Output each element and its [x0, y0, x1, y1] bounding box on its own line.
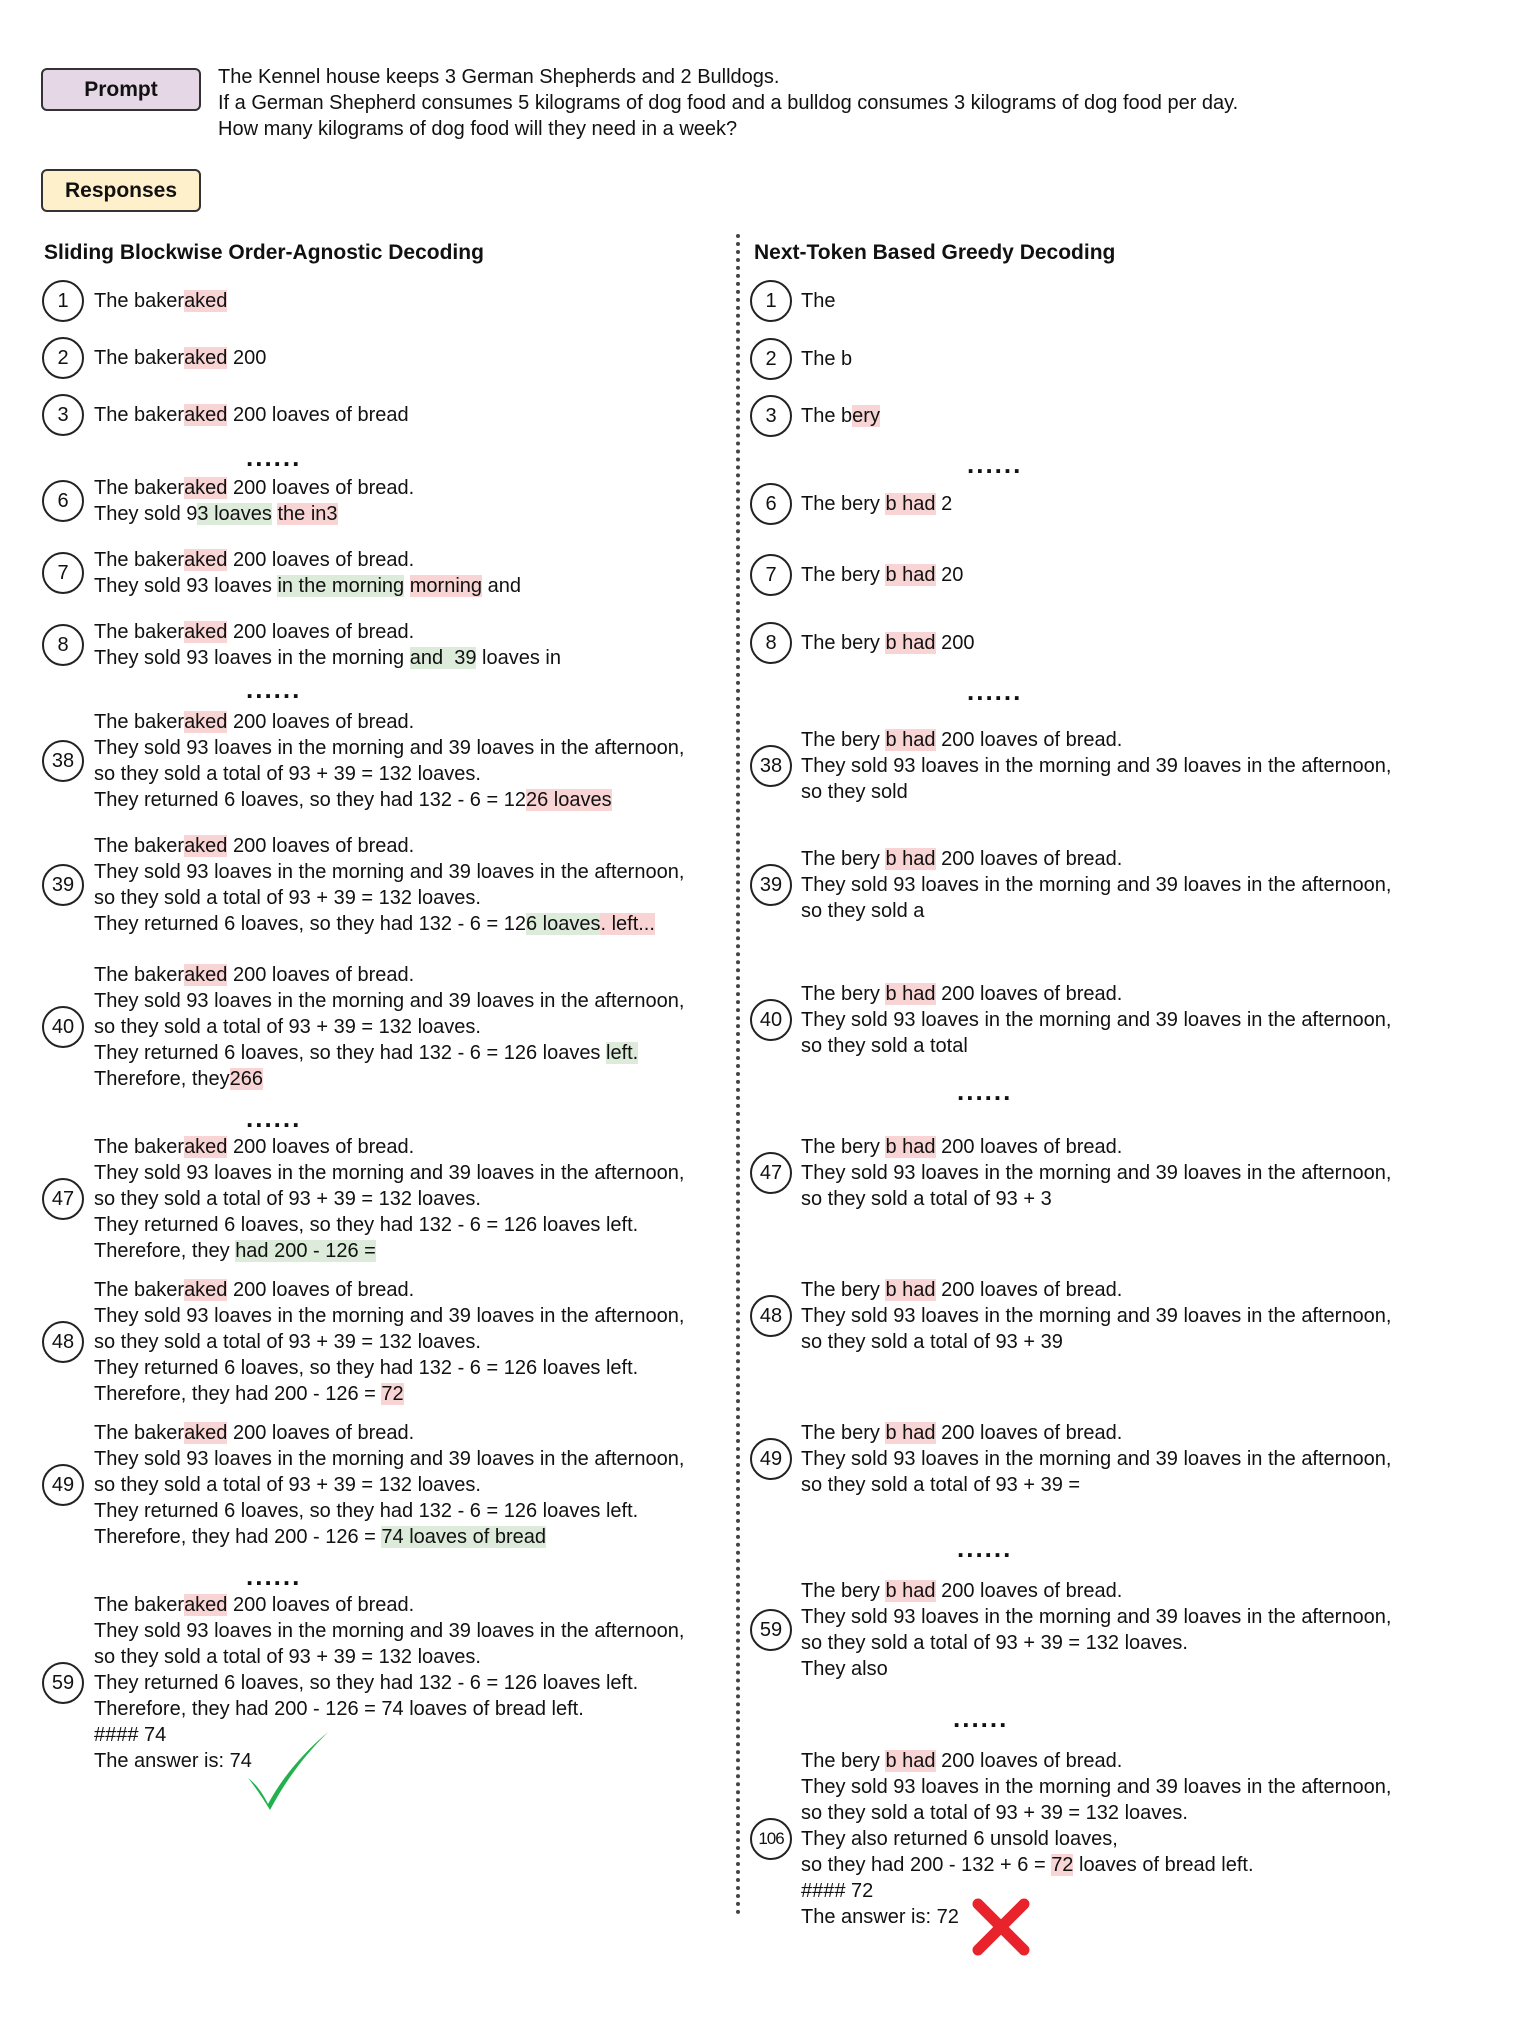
step-line	[801, 1160, 1391, 1186]
text-segment: so they sold	[801, 781, 908, 803]
step-line	[801, 727, 1391, 753]
text-segment: so they sold a total of 93 + 39 = 132 loaves.	[94, 1474, 481, 1496]
step-line	[94, 1014, 684, 1040]
text-segment: 200 loaves of bread.	[935, 1580, 1123, 1602]
wrong-token: aked	[184, 1422, 228, 1444]
text-segment: They sold 93 loaves in the morning and 39 loaves in the afternoon,	[94, 1448, 685, 1470]
text-segment: 200 loaves of bread.	[227, 1279, 415, 1301]
step-line	[94, 1303, 684, 1329]
step-line	[94, 709, 684, 735]
ellipsis: ......	[246, 1103, 302, 1133]
text-segment: so they sold a total of 93 + 39 = 132 loaves.	[94, 1646, 481, 1668]
step-number: 106	[750, 1818, 792, 1860]
right-column-title: Next-Token Based Greedy Decoding	[754, 241, 1116, 264]
text-segment: 200 loaves of bread	[227, 404, 409, 426]
step-line	[94, 1186, 684, 1212]
text-segment: The b	[801, 348, 853, 370]
text-segment: The bery	[801, 1279, 886, 1301]
wrong-token: ery	[852, 405, 880, 427]
text-segment: They sold 93 loaves in the morning and 39 loaves in the afternoon,	[801, 1448, 1392, 1470]
text-segment: Therefore, they had 200 - 126 =	[94, 1526, 382, 1548]
text-segment: 20	[935, 564, 964, 586]
text-segment: 200 loaves of bread.	[227, 477, 415, 499]
prompt-line: The Kennel house keeps 3 German Shepherds and 2 Bulldogs.	[218, 66, 780, 88]
step-line	[94, 573, 521, 599]
step-number: 7	[42, 552, 84, 594]
text-segment: 200 loaves of bread.	[227, 1422, 415, 1444]
new-token: in the morning	[277, 575, 405, 597]
step-text	[94, 1134, 684, 1264]
text-segment: The baker	[94, 621, 185, 643]
wrong-token: aked	[184, 290, 228, 312]
step-line	[94, 885, 684, 911]
prompt-line: How many kilograms of dog food will they need in a week?	[218, 118, 738, 140]
step-number: 6	[42, 480, 84, 522]
step-line	[94, 1066, 684, 1092]
new-token: left.	[606, 1042, 639, 1064]
wrong-token: aked	[184, 549, 228, 571]
step-line	[94, 1618, 684, 1644]
prompt-line: If a German Shepherd consumes 5 kilograms of dog food and a bulldog consumes 3 kilograms of dog food per day.	[218, 92, 1239, 114]
step-line	[94, 1355, 684, 1381]
wrong-token: b had	[885, 1422, 936, 1444]
step-text	[801, 1748, 1391, 1930]
text-segment: They sold 93 loaves in the morning and 39 loaves in the afternoon,	[801, 755, 1392, 777]
prompt-text	[218, 64, 1238, 142]
wrong-token: aked	[184, 477, 228, 499]
wrong-token: the in3	[277, 503, 338, 525]
step-line	[801, 403, 880, 429]
text-segment: 200 loaves of bread.	[227, 1136, 415, 1158]
step-line	[94, 501, 414, 527]
text-segment: #### 72	[801, 1880, 874, 1902]
step-text	[94, 402, 409, 428]
text-segment: They sold 93 loaves in the morning and 39 loaves in the afternoon,	[94, 990, 685, 1012]
step-line	[94, 1160, 684, 1186]
text-segment: 200 loaves of bread.	[935, 729, 1123, 751]
text-segment: The answer is: 72	[801, 1906, 959, 1928]
text-segment: 200 loaves of bread.	[935, 1279, 1123, 1301]
text-segment: 200 loaves of bread.	[935, 983, 1123, 1005]
text-segment: The baker	[94, 1279, 185, 1301]
ellipsis: ......	[953, 1703, 1009, 1733]
wrong-token: aked	[184, 404, 228, 426]
step-text	[801, 727, 1391, 805]
text-segment	[404, 575, 410, 597]
step-line	[94, 761, 684, 787]
text-segment: 200 loaves of bread.	[227, 1594, 415, 1616]
step-line	[94, 1670, 684, 1696]
text-segment: They returned 6 loaves, so they had 132 - 6 = 12	[94, 913, 526, 935]
text-segment: The bery	[801, 1136, 886, 1158]
step-number: 1	[750, 280, 792, 322]
step-line	[94, 988, 684, 1014]
step-line	[94, 1238, 684, 1264]
ellipsis: ......	[957, 1533, 1013, 1563]
step-line	[801, 1852, 1391, 1878]
text-segment: 200 loaves of bread.	[935, 1422, 1123, 1444]
wrong-token: aked	[184, 621, 228, 643]
text-segment: The baker	[94, 1422, 185, 1444]
step-line	[801, 1329, 1391, 1355]
step-number: 8	[42, 624, 84, 666]
step-text	[94, 619, 561, 671]
step-text	[94, 962, 684, 1092]
text-segment: The bery	[801, 632, 886, 654]
step-line	[801, 288, 835, 314]
wrong-token: b had	[885, 1279, 936, 1301]
step-text	[801, 491, 952, 517]
text-segment: 200 loaves of bread.	[227, 964, 415, 986]
text-segment: so they sold a total of 93 + 39 = 132 loaves.	[801, 1632, 1188, 1654]
step-number: 39	[750, 864, 792, 906]
step-line	[801, 1007, 1391, 1033]
text-segment: The baker	[94, 404, 185, 426]
wrong-token: b had	[885, 1580, 936, 1602]
text-segment: so they sold a total of 93 + 39 =	[801, 1474, 1081, 1496]
text-segment: 200	[935, 632, 975, 654]
step-line	[94, 1644, 684, 1670]
step-number: 2	[750, 338, 792, 380]
text-segment: 200 loaves of bread.	[935, 848, 1123, 870]
step-line	[801, 1826, 1391, 1852]
new-token: and 39	[409, 647, 477, 669]
step-line	[94, 787, 684, 813]
text-segment: The bery	[801, 729, 886, 751]
text-segment: 200 loaves of bread.	[935, 1750, 1123, 1772]
step-line	[94, 619, 561, 645]
text-segment: They sold 9	[94, 503, 198, 525]
step-line	[801, 846, 1391, 872]
step-text	[801, 403, 880, 429]
step-line	[801, 1878, 1391, 1904]
step-text	[94, 345, 266, 371]
text-segment: loaves of bread left.	[1073, 1854, 1254, 1876]
step-text	[801, 1277, 1391, 1355]
text-segment: so they sold a	[801, 900, 925, 922]
step-line	[801, 1748, 1391, 1774]
step-number: 8	[750, 622, 792, 664]
text-segment: They returned 6 loaves, so they had 132 - 6 = 126 loaves left.	[94, 1672, 639, 1694]
step-number: 49	[750, 1438, 792, 1480]
step-text	[801, 846, 1391, 924]
step-number: 48	[42, 1321, 84, 1363]
step-line	[94, 1722, 684, 1748]
text-segment: They sold 93 loaves	[94, 575, 278, 597]
prompt-label: Prompt	[41, 68, 201, 111]
step-text	[801, 288, 835, 314]
step-line	[94, 911, 684, 937]
text-segment: They also returned 6 unsold loaves,	[801, 1828, 1118, 1850]
text-segment: loaves in	[476, 647, 561, 669]
new-token: 74 loaves of bread	[381, 1526, 546, 1548]
wrong-token: aked	[184, 711, 228, 733]
step-text	[801, 1134, 1391, 1212]
text-segment: The bery	[801, 1422, 886, 1444]
step-text	[94, 475, 414, 527]
text-segment: They returned 6 loaves, so they had 132 - 6 = 12	[94, 789, 526, 811]
step-line	[801, 1604, 1391, 1630]
text-segment: They sold 93 loaves in the morning and 39 loaves in the afternoon,	[94, 737, 685, 759]
text-segment: The baker	[94, 835, 185, 857]
step-line	[94, 645, 561, 671]
text-segment: They sold 93 loaves in the morning and 39 loaves in the afternoon,	[801, 874, 1392, 896]
ellipsis: ......	[246, 674, 302, 704]
wrong-token: b had	[885, 848, 936, 870]
text-segment: They sold 93 loaves in the morning and 39 loaves in the afternoon,	[94, 1305, 685, 1327]
wrong-token: aked	[184, 1594, 228, 1616]
step-line	[94, 1748, 684, 1774]
text-segment: The b	[801, 405, 853, 427]
text-segment: 200 loaves of bread.	[227, 549, 415, 571]
step-line	[801, 630, 974, 656]
text-segment: so they sold a total of 93 + 39 = 132 loaves.	[94, 887, 481, 909]
text-segment: so they sold a total	[801, 1035, 968, 1057]
text-segment: They returned 6 loaves, so they had 132 - 6 = 126 loaves left.	[94, 1357, 639, 1379]
wrong-token: aked	[184, 347, 228, 369]
step-line	[801, 346, 852, 372]
text-segment: and	[482, 575, 521, 597]
step-line	[801, 1774, 1391, 1800]
step-number: 2	[42, 337, 84, 379]
text-segment: They returned 6 loaves, so they had 132 - 6 = 126 loaves left.	[94, 1214, 639, 1236]
text-segment: Therefore, they had 200 - 126 =	[94, 1383, 382, 1405]
step-number: 7	[750, 554, 792, 596]
text-segment: The bery	[801, 1750, 886, 1772]
text-segment: so they sold a total of 93 + 39 = 132 loaves.	[801, 1802, 1188, 1824]
step-number: 47	[42, 1178, 84, 1220]
step-number: 38	[42, 740, 84, 782]
text-segment: The baker	[94, 1136, 185, 1158]
step-line	[94, 1592, 684, 1618]
text-segment: so they sold a total of 93 + 39 = 132 loaves.	[94, 1016, 481, 1038]
step-text	[801, 1420, 1391, 1498]
step-number: 40	[750, 999, 792, 1041]
text-segment: 2	[935, 493, 953, 515]
wrong-token: 72	[381, 1383, 404, 1405]
step-text	[94, 547, 521, 599]
text-segment: so they sold a total of 93 + 39 = 132 loaves.	[94, 1331, 481, 1353]
step-line	[94, 402, 409, 428]
check-icon	[240, 1726, 336, 1822]
wrong-token: b had	[885, 1750, 936, 1772]
wrong-token: b had	[885, 1136, 936, 1158]
text-segment: The bery	[801, 564, 886, 586]
new-token: 6 loaves	[525, 913, 601, 935]
step-number: 59	[750, 1609, 792, 1651]
step-line	[801, 1800, 1391, 1826]
step-line	[94, 1381, 684, 1407]
step-text	[801, 981, 1391, 1059]
step-line	[801, 491, 952, 517]
step-line	[94, 1040, 684, 1066]
step-line	[94, 962, 684, 988]
step-line	[94, 547, 521, 573]
step-number: 1	[42, 280, 84, 322]
text-segment: They sold 93 loaves in the morning and 39 loaves in the afternoon,	[801, 1776, 1392, 1798]
step-number: 59	[42, 1662, 84, 1704]
step-number: 47	[750, 1152, 792, 1194]
step-line	[801, 1033, 1391, 1059]
column-divider	[736, 234, 740, 1916]
wrong-token: aked	[184, 835, 228, 857]
step-line	[801, 1446, 1391, 1472]
step-line	[94, 1277, 684, 1303]
step-line	[801, 1277, 1391, 1303]
text-segment: They returned 6 loaves, so they had 132 - 6 = 126 loaves left.	[94, 1500, 639, 1522]
step-line	[94, 1212, 684, 1238]
text-segment: They sold 93 loaves in the morning and 39 loaves in the afternoon,	[801, 1305, 1392, 1327]
text-segment: They sold 93 loaves in the morning and 39 loaves in the afternoon,	[801, 1009, 1392, 1031]
wrong-token: 72	[1051, 1854, 1074, 1876]
text-segment: so they sold a total of 93 + 3	[801, 1188, 1052, 1210]
left-column-title: Sliding Blockwise Order-Agnostic Decoding	[44, 241, 484, 264]
step-line	[94, 288, 227, 314]
text-segment: They returned 6 loaves, so they had 132 - 6 = 126 loaves	[94, 1042, 606, 1064]
step-number: 48	[750, 1295, 792, 1337]
ellipsis: ......	[957, 1076, 1013, 1106]
text-segment: They sold 93 loaves in the morning and 39 loaves in the afternoon,	[801, 1606, 1392, 1628]
text-segment: The baker	[94, 477, 185, 499]
step-text	[801, 630, 974, 656]
step-line	[801, 1420, 1391, 1446]
text-segment: The bery	[801, 983, 886, 1005]
step-line	[801, 1186, 1391, 1212]
text-segment: Therefore, they had 200 - 126 = 74 loaves of bread left.	[94, 1698, 584, 1720]
step-text	[94, 1420, 684, 1550]
step-number: 6	[750, 483, 792, 525]
text-segment: The bery	[801, 1580, 886, 1602]
text-segment: The bery	[801, 493, 886, 515]
step-text	[94, 1277, 684, 1407]
text-segment: Therefore, they	[94, 1068, 230, 1090]
step-line	[801, 1303, 1391, 1329]
step-line	[801, 898, 1391, 924]
step-text	[94, 709, 684, 813]
step-text	[94, 833, 684, 937]
step-line	[94, 859, 684, 885]
text-segment: 200 loaves of bread.	[935, 1136, 1123, 1158]
step-line	[801, 1578, 1391, 1604]
wrong-token: aked	[184, 1279, 228, 1301]
text-segment: They sold 93 loaves in the morning and 39 loaves in the afternoon,	[94, 1620, 685, 1642]
step-text	[94, 1592, 684, 1774]
text-segment: so they had 200 - 132 + 6 =	[801, 1854, 1052, 1876]
new-token: 3 loaves	[197, 503, 272, 525]
step-number: 38	[750, 745, 792, 787]
text-segment: They also	[801, 1658, 888, 1680]
step-line	[94, 1524, 684, 1550]
text-segment: so they sold a total of 93 + 39 = 132 loaves.	[94, 1188, 481, 1210]
step-line	[801, 1134, 1391, 1160]
text-segment: The baker	[94, 1594, 185, 1616]
wrong-token: b had	[885, 983, 936, 1005]
step-line	[94, 1498, 684, 1524]
step-line	[801, 562, 963, 588]
step-text	[801, 1578, 1391, 1682]
step-number: 49	[42, 1464, 84, 1506]
step-text	[801, 562, 963, 588]
step-line	[94, 475, 414, 501]
ellipsis: ......	[246, 1561, 302, 1591]
text-segment: The baker	[94, 549, 185, 571]
text-segment: The baker	[94, 964, 185, 986]
ellipsis: ......	[967, 676, 1023, 706]
text-segment: The bery	[801, 848, 886, 870]
step-line	[94, 833, 684, 859]
wrong-token: morning	[409, 575, 483, 597]
step-text	[801, 346, 852, 372]
text-segment: They sold 93 loaves in the morning and 39 loaves in the afternoon,	[94, 1162, 685, 1184]
text-segment: so they sold a total of 93 + 39	[801, 1331, 1063, 1353]
step-line	[801, 753, 1391, 779]
text-segment: The baker	[94, 711, 185, 733]
step-line	[801, 779, 1391, 805]
new-token: had 200 - 126 =	[235, 1240, 376, 1262]
wrong-token: b had	[885, 493, 936, 515]
wrong-token: b had	[885, 632, 936, 654]
step-line	[801, 872, 1391, 898]
step-line	[94, 1446, 684, 1472]
step-line	[801, 981, 1391, 1007]
wrong-token: aked	[184, 1136, 228, 1158]
wrong-token: . left...	[600, 913, 655, 935]
step-number: 3	[42, 394, 84, 436]
step-number: 39	[42, 864, 84, 906]
step-line	[94, 1329, 684, 1355]
wrong-token: 266	[229, 1068, 263, 1090]
text-segment: 200 loaves of bread.	[227, 621, 415, 643]
step-line	[801, 1904, 1391, 1930]
text-segment: Therefore, they	[94, 1240, 236, 1262]
step-number: 3	[750, 395, 792, 437]
step-line	[94, 1420, 684, 1446]
step-line	[94, 1134, 684, 1160]
text-segment: They sold 93 loaves in the morning	[94, 647, 410, 669]
wrong-token: b had	[885, 729, 936, 751]
responses-label: Responses	[41, 169, 201, 212]
text-segment: 200 loaves of bread.	[227, 835, 415, 857]
ellipsis: ......	[246, 442, 302, 472]
step-line	[801, 1472, 1391, 1498]
text-segment: The	[801, 290, 836, 312]
text-segment: #### 74	[94, 1724, 167, 1746]
step-line	[94, 1696, 684, 1722]
text-segment: so they sold a total of 93 + 39 = 132 loaves.	[94, 763, 481, 785]
ellipsis: ......	[967, 449, 1023, 479]
step-number: 40	[42, 1006, 84, 1048]
text-segment: 200	[227, 347, 267, 369]
wrong-token: b had	[885, 564, 936, 586]
step-line	[801, 1630, 1391, 1656]
step-line	[94, 735, 684, 761]
text-segment: They sold 93 loaves in the morning and 39 loaves in the afternoon,	[94, 861, 685, 883]
step-line	[94, 1472, 684, 1498]
text-segment: The answer is: 74	[94, 1750, 252, 1772]
step-line	[801, 1656, 1391, 1682]
text-segment: They sold 93 loaves in the morning and 39 loaves in the afternoon,	[801, 1162, 1392, 1184]
text-segment: 200 loaves of bread.	[227, 711, 415, 733]
step-text	[94, 288, 227, 314]
step-line	[94, 345, 266, 371]
cross-icon	[970, 1896, 1032, 1958]
wrong-token: 26 loaves	[525, 789, 612, 811]
text-segment: The baker	[94, 290, 185, 312]
text-segment: The baker	[94, 347, 185, 369]
wrong-token: aked	[184, 964, 228, 986]
